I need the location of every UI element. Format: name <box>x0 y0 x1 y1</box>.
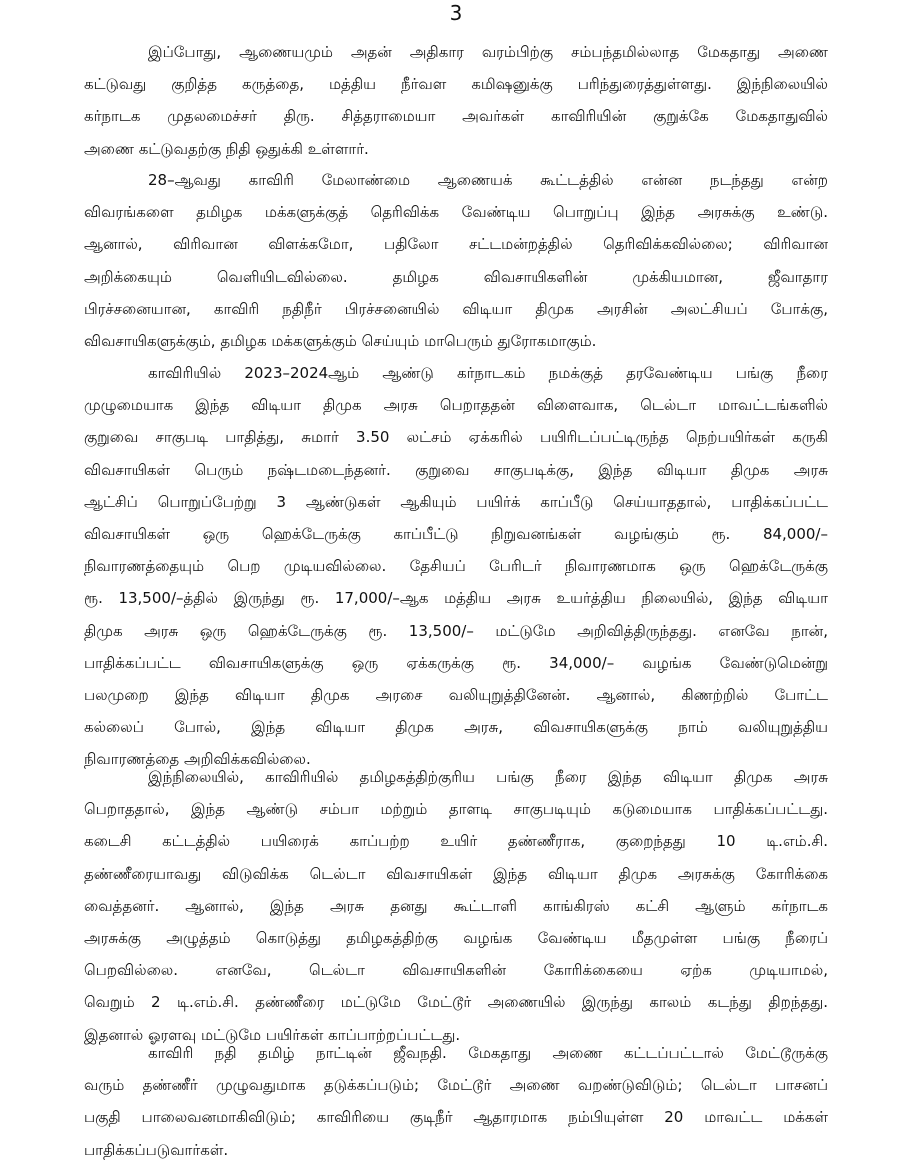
text-line: வெறும் 2 டி.எம்.சி. தண்ணீரை மட்டுமே மேட்டூர் அணையில் இருந்து காலம் கடந்து திறந்தது. <box>84 993 828 1012</box>
page-number: 3 <box>449 1 463 25</box>
text-line: நிவாரணத்தையும் பெற முடியவில்லை. தேசியப் பேரிடர் நிவாரணமாக ஒரு ஹெக்டேருக்கு <box>84 557 828 576</box>
text-line: 28–ஆவது காவிரி மேலாண்மை ஆணையக் கூட்டத்தில் என்ன நடந்தது என்ற <box>148 171 828 189</box>
text-line: இதனால் ஓரளவு மட்டுமே பயிர்கள் காப்பாற்றப்பட்டது. <box>84 1025 461 1044</box>
text-line: விவசாயிகளுக்கும், தமிழக மக்களுக்கும் செய்யும் மாபெரும் துரோகமாகும். <box>84 331 597 350</box>
text-line: நிவாரணத்தை அறிவிக்கவில்லை. <box>84 750 311 769</box>
paragraph-3 <box>84 357 828 775</box>
text-line: பெறாததால், இந்த ஆண்டு சம்பா மற்றும் தாளடி சாகுபடியும் கடுமையாக பாதிக்கப்பட்டது. <box>84 800 828 819</box>
text-line: தண்ணீரையாவது விடுவிக்க டெல்டா விவசாயிகள் இந்த விடியா திமுக அரசுக்கு கோரிக்கை <box>84 864 828 883</box>
text-line: ரூ. 13,500/–த்தில் இருந்து ரூ. 17,000/–ஆக மத்திய அரசு உயர்த்திய நிலையில், இந்த விடியா <box>84 589 828 608</box>
text-line: பகுதி பாலைவனமாகிவிடும்; காவிரியை குடிநீர் ஆதாரமாக நம்பியுள்ள 20 மாவட்ட மக்கள் <box>84 1108 828 1127</box>
text-line: கல்லைப் போல், இந்த விடியா திமுக அரசு, விவசாயிகளுக்கு நாம் வலியுறுத்திய <box>84 718 828 737</box>
text-line: கர்நாடக முதலமைச்சர் திரு. சித்தராமையா அவர்கள் காவிரியின் குறுக்கே மேகதாதுவில் <box>84 107 828 126</box>
text-line: குறுவை சாகுபடி பாதித்து, சுமார் 3.50 லட்சம் ஏக்கரில் பயிரிடப்பட்டிருந்த நெற்பயிர்கள் கருகி <box>84 428 828 447</box>
text-line: காவிரியில் 2023–2024ஆம் ஆண்டு கர்நாடகம் நமக்குத் தரவேண்டிய பங்கு நீரை <box>148 364 828 382</box>
text-line: வரும் தண்ணீர் முழுவதுமாக தடுக்கப்படும்; மேட்டூர் அணை வறண்டுவிடும்; டெல்டா பாசனப் <box>84 1076 828 1095</box>
paragraph-5 <box>84 1037 828 1166</box>
text-line: திமுக அரசு ஒரு ஹெக்டேருக்கு ரூ. 13,500/– மட்டுமே அறிவித்திருந்தது. எனவே நான், <box>84 621 828 640</box>
text-line: ஆட்சிப் பொறுப்பேற்று 3 ஆண்டுகள் ஆகியும் பயிர்க் காப்பீடு செய்யாததால், பாதிக்கப்பட்ட <box>84 492 828 511</box>
text-line: பாதிக்கப்பட்ட விவசாயிகளுக்கு ஒரு ஏக்கருக்கு ரூ. 34,000/– வழங்க வேண்டுமென்று <box>84 653 828 672</box>
text-line: காவிரி நதி தமிழ் நாட்டின் ஜீவநதி. மேகதாது அணை கட்டப்பட்டால் மேட்டூருக்கு <box>148 1044 828 1062</box>
paragraph-1 <box>84 36 828 165</box>
text-line: கட்டுவது குறித்த கருத்தை, மத்திய நீர்வள கமிஷனுக்கு பரிந்துரைத்துள்ளது. இந்நிலையில் <box>84 75 828 94</box>
text-line: கடைசி கட்டத்தில் பயிரைக் காப்பற்ற உயிர் தண்ணீராக, குறைந்தது 10 டி.எம்.சி. <box>84 832 828 851</box>
text-line: ஆனால், விரிவான விளக்கமோ, பதிலோ சட்டமன்றத்தில் தெரிவிக்கவில்லை; விரிவான <box>84 235 828 254</box>
text-line: பலமுறை இந்த விடியா திமுக அரசை வலியுறுத்தினேன். ஆனால், கிணற்றில் போட்ட <box>84 685 828 704</box>
text-line: பெறவில்லை. எனவே, டெல்டா விவசாயிகளின் கோரிக்கையை ஏற்க முடியாமல், <box>84 961 828 980</box>
text-line: முழுமையாக இந்த விடியா திமுக அரசு பெறாததன் விளைவாக, டெல்டா மாவட்டங்களில் <box>84 396 828 415</box>
text-line: வைத்தனர். ஆனால், இந்த அரசு தனது கூட்டாளி காங்கிரஸ் கட்சி ஆளும் கர்நாடக <box>84 896 828 915</box>
text-line: அரசுக்கு அழுத்தம் கொடுத்து தமிழகத்திற்கு வழங்க வேண்டிய மீதமுள்ள பங்கு நீரைப் <box>84 928 828 947</box>
text-line: விவரங்களை தமிழக மக்களுக்குத் தெரிவிக்க வேண்டிய பொறுப்பு இந்த அரசுக்கு உண்டு. <box>84 203 828 222</box>
text-line: விவசாயிகள் ஒரு ஹெக்டேருக்கு காப்பீட்டு நிறுவனங்கள் வழங்கும் ரூ. 84,000/– <box>84 524 828 543</box>
paragraph-2 <box>84 164 828 357</box>
text-line: பிரச்சனையான, காவிரி நதிநீர் பிரச்சனையில் விடியா திமுக அரசின் அலட்சியப் போக்கு, <box>84 299 828 318</box>
text-line: இப்போது, ஆணையமும் அதன் அதிகார வரம்பிற்கு சம்பந்தமில்லாத மேகதாது அணை <box>148 43 828 61</box>
text-line: பாதிக்கப்படுவார்கள். <box>84 1140 229 1159</box>
text-line: அணை கட்டுவதற்கு நிதி ஒதுக்கி உள்ளார். <box>84 139 369 158</box>
paragraph-4 <box>84 761 828 1051</box>
text-line: இந்நிலையில், காவிரியில் தமிழகத்திற்குரிய பங்கு நீரை இந்த விடியா திமுக அரசு <box>148 768 828 786</box>
text-line: அறிக்கையும் வெளியிடவில்லை. தமிழக விவசாயிகளின் முக்கியமான, ஜீவாதார <box>84 267 828 286</box>
document-page <box>84 0 828 1159</box>
text-line: விவசாயிகள் பெரும் நஷ்டமடைந்தனர். குறுவை சாகுபடிக்கு, இந்த விடியா திமுக அரசு <box>84 460 828 479</box>
